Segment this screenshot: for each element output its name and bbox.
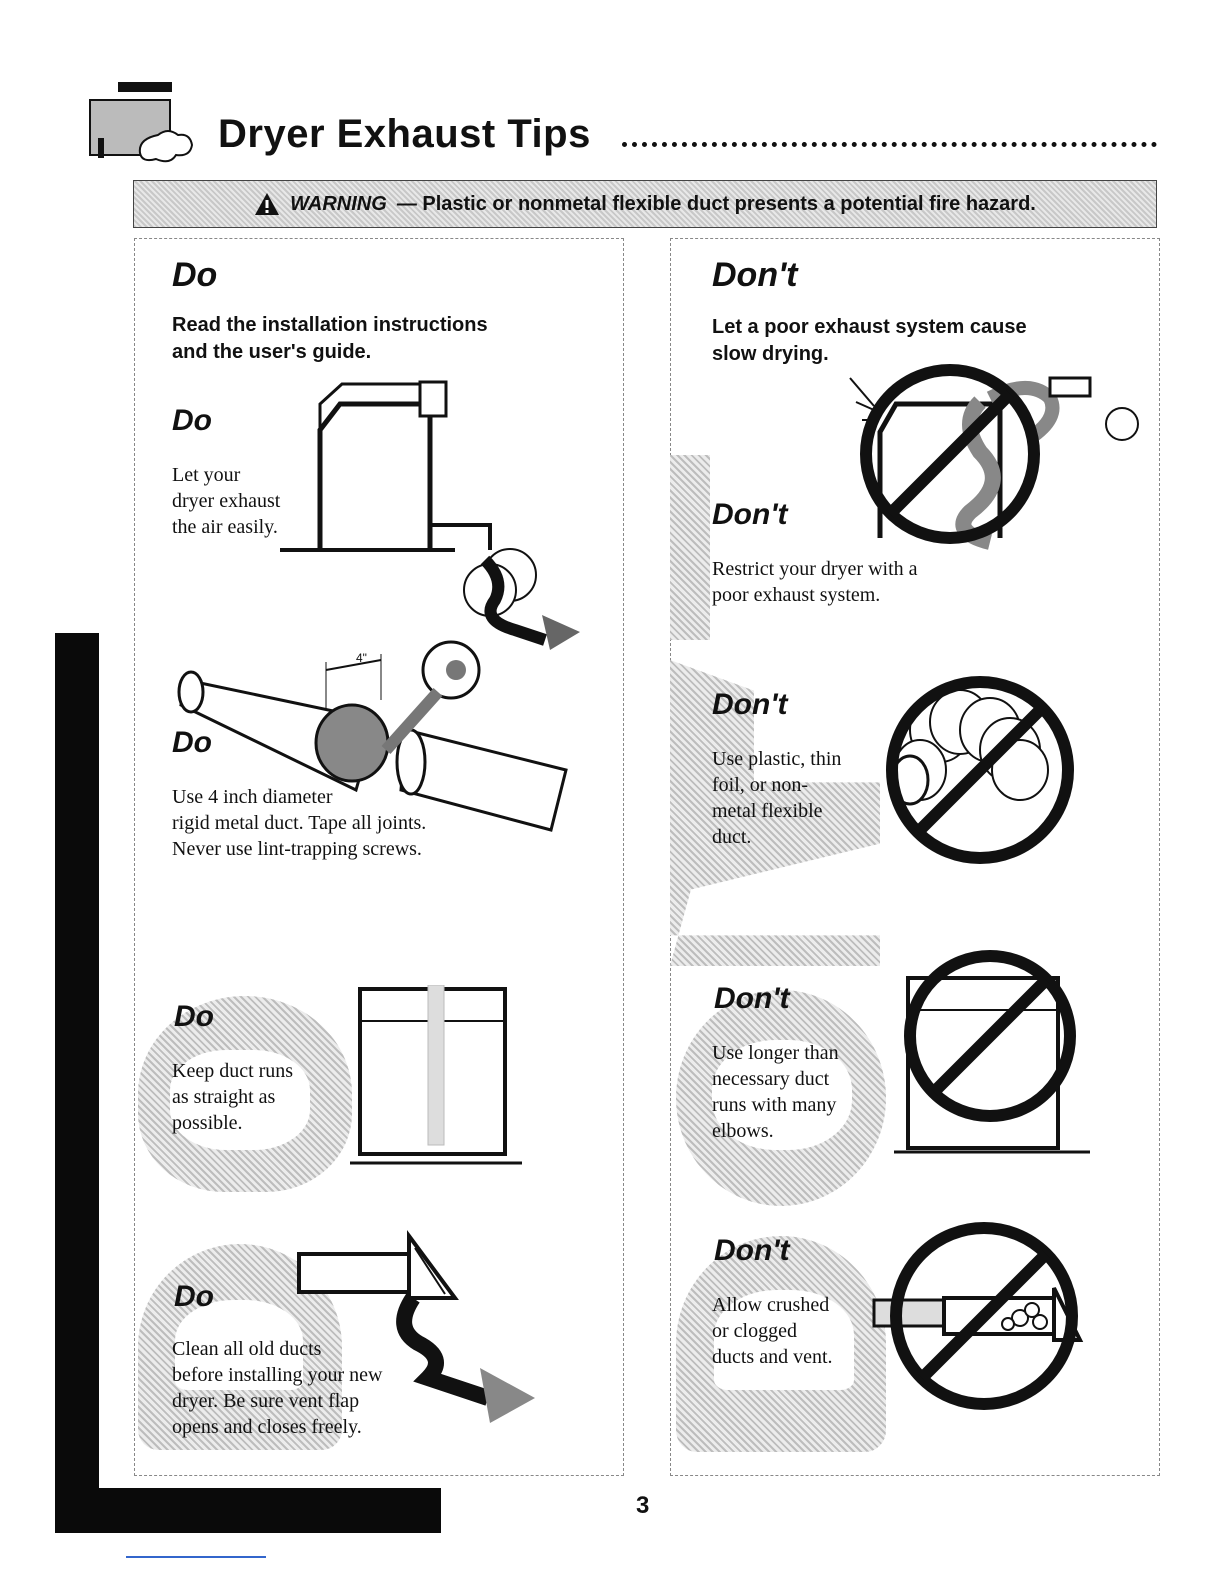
dont-tip-3-text: Use longer than necessary duct runs with many elbows.	[712, 1042, 839, 1142]
warning-banner	[133, 180, 1157, 228]
do-tip-3-text: Keep duct runs as straight as possible.	[172, 1060, 294, 1134]
do-tip-1-text: Let your dryer exhaust the air easily.	[172, 464, 281, 538]
straight-duct-illustration	[350, 985, 530, 1170]
warning-text: — Plastic or nonmetal flexible duct presents a potential fire hazard.	[396, 192, 1036, 215]
elbow-duct-illustration	[890, 948, 1100, 1158]
dont-tip-1-text: Restrict your dryer with a poor exhaust system.	[712, 558, 918, 606]
clogged-duct-illustration	[870, 1218, 1095, 1418]
do-tip-4-text: Clean all old ducts before installing your new dryer. Be sure vent flap opens and closes freely.	[172, 1338, 383, 1438]
duct-dimension-label: 4"	[356, 651, 367, 665]
warning-label: WARNING	[290, 192, 387, 215]
bottom-bar	[55, 1488, 441, 1533]
dont-heading: Don't	[712, 256, 798, 294]
title-leader-dots	[622, 142, 1157, 147]
dont-lead-text: Let a poor exhaust system cause slow drying.	[712, 316, 1027, 365]
do-tip-2-text: Use 4 inch diameter rigid metal duct. Tape all joints. Never use lint-trapping screws.	[172, 786, 427, 860]
restricted-dryer-illustration	[840, 362, 1150, 552]
dont-tip-2-heading: Don't	[712, 688, 788, 721]
do-tip-2-heading: Do	[172, 726, 212, 759]
dont-tip-3-heading: Don't	[714, 982, 790, 1015]
do-lead-text: Read the installation instructions and the user's guide.	[172, 314, 488, 363]
do-tip-1-heading: Do	[172, 404, 212, 437]
dont-tip-1-backdrop	[670, 455, 710, 640]
do-tip-4-heading: Do	[174, 1280, 214, 1313]
do-tip-3-heading: Do	[174, 1000, 214, 1033]
dryer-logo-icon	[88, 80, 208, 180]
dont-tip-1-heading: Don't	[712, 498, 788, 531]
page-title: Dryer Exhaust Tips	[218, 112, 591, 156]
dont-tip-4-text: Allow crushed or clogged ducts and vent.	[712, 1294, 833, 1368]
do-heading: Do	[172, 256, 218, 294]
warning-icon	[254, 192, 280, 216]
dont-tip-4-heading: Don't	[714, 1234, 790, 1267]
dont-tip-2-text: Use plastic, thin foil, or non- metal flexible duct.	[712, 748, 842, 848]
side-bar	[55, 633, 99, 1533]
flexible-duct-illustration	[880, 670, 1080, 870]
dryer-exhaust-illustration	[280, 370, 590, 650]
vent-flap-illustration	[295, 1228, 540, 1423]
page-number: 3	[636, 1492, 650, 1519]
footer-rule	[126, 1556, 266, 1558]
